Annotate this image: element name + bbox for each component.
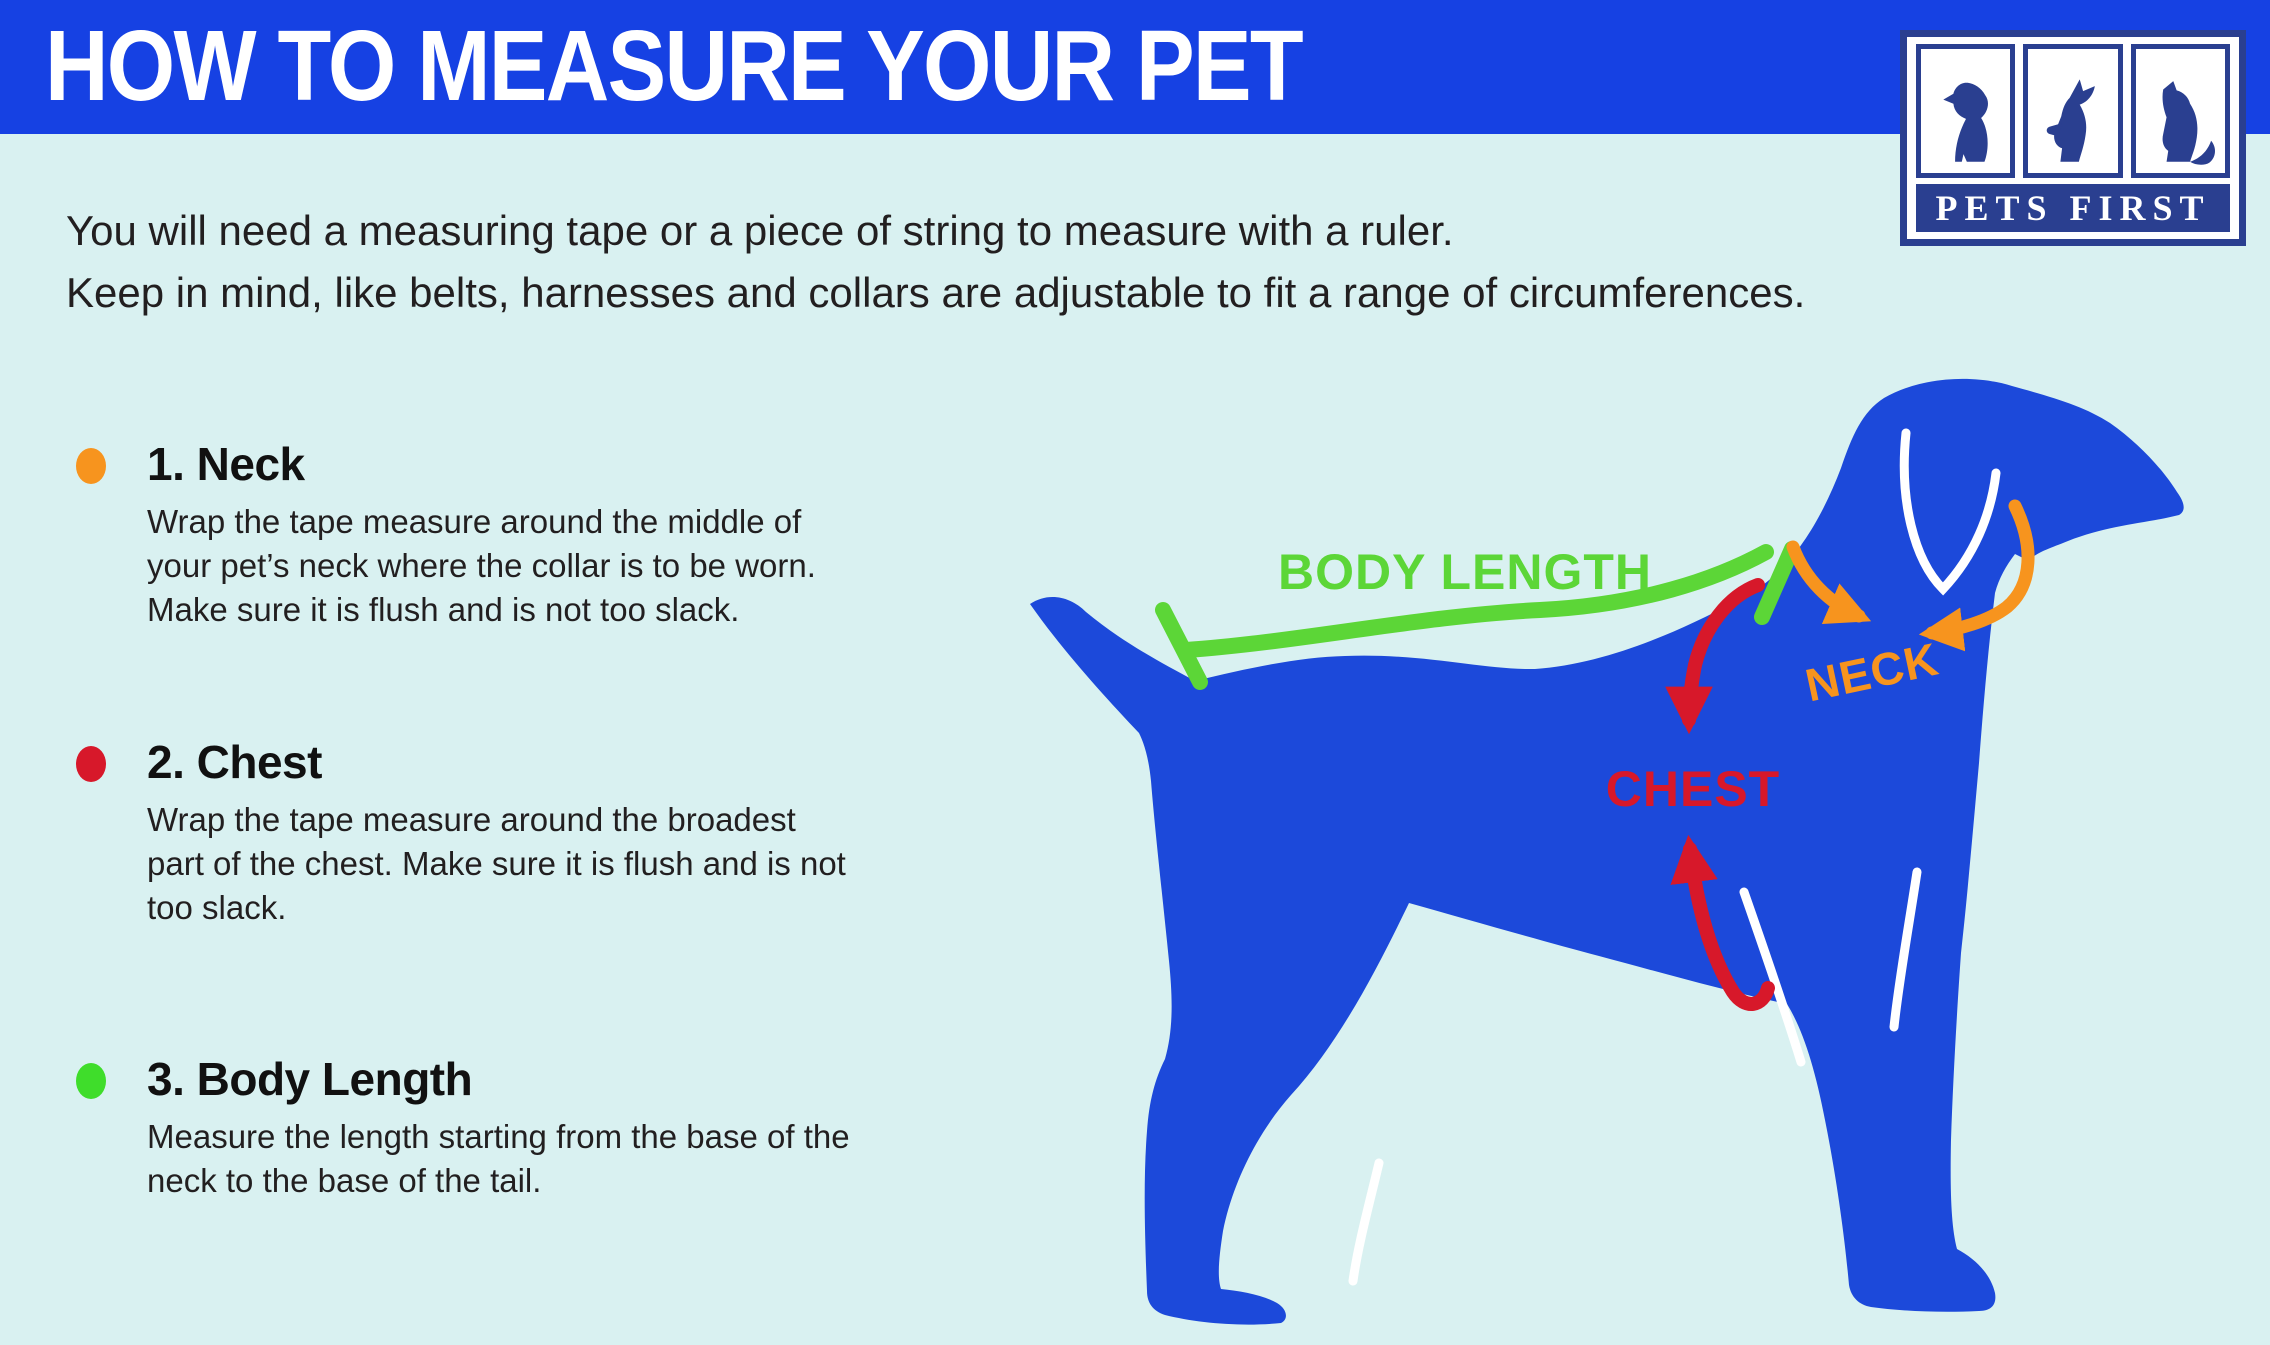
step-chest-line-3: too slack. bbox=[147, 889, 287, 926]
dog-frame-2 bbox=[2023, 44, 2122, 178]
step-neck bbox=[75, 438, 816, 632]
sitting-beagle-icon bbox=[1924, 69, 2008, 173]
step-chest-title: 2. Chest bbox=[147, 736, 322, 788]
dog-silhouette bbox=[1030, 379, 2184, 1325]
body-length-bullet-icon bbox=[75, 1063, 107, 1099]
step-neck-title: 1. Neck bbox=[147, 438, 305, 490]
intro-text bbox=[66, 200, 1805, 324]
page-title: HOW TO MEASURE YOUR PET bbox=[45, 10, 1302, 122]
dog-frame-1 bbox=[1916, 44, 2015, 178]
step-body-length bbox=[75, 1053, 850, 1203]
howling-dog-icon bbox=[2031, 69, 2115, 173]
chest-label: CHEST bbox=[1605, 761, 1781, 817]
sitting-collie-icon bbox=[2138, 69, 2222, 173]
logo-brand-text: PETS FIRST bbox=[1935, 188, 2211, 228]
step-neck-line-1: Wrap the tape measure around the middle of bbox=[147, 503, 802, 540]
dog-frame-3 bbox=[2131, 44, 2230, 178]
logo-brand-bar bbox=[1916, 184, 2230, 232]
neck-label: NECK bbox=[1800, 632, 1944, 712]
step-body-length-line-2: neck to the base of the tail. bbox=[147, 1162, 542, 1199]
step-chest-line-1: Wrap the tape measure around the broadest bbox=[147, 801, 796, 838]
intro-line-1: You will need a measuring tape or a piece of string to measure with a ruler. bbox=[66, 207, 1454, 254]
logo-dog-frames bbox=[1916, 44, 2230, 178]
step-neck-line-2: your pet’s neck where the collar is to be worn. bbox=[147, 547, 816, 584]
step-body-length-line-1: Measure the length starting from the base of the bbox=[147, 1118, 850, 1155]
chest-bullet-icon bbox=[75, 746, 107, 782]
intro-line-2: Keep in mind, like belts, harnesses and collars are adjustable to fit a range of circumferences. bbox=[66, 269, 1806, 316]
step-neck-content bbox=[147, 438, 816, 632]
step-body-length-title: 3. Body Length bbox=[147, 1053, 473, 1105]
step-chest bbox=[75, 736, 846, 930]
neck-bullet-icon bbox=[75, 448, 107, 484]
step-chest-line-2: part of the chest. Make sure it is flush and is not bbox=[147, 845, 846, 882]
pets-first-logo bbox=[1900, 30, 2246, 246]
step-chest-content bbox=[147, 736, 846, 930]
step-neck-line-3: Make sure it is flush and is not too slack. bbox=[147, 591, 740, 628]
step-body-length-content bbox=[147, 1053, 850, 1203]
hind-leg-separator-line bbox=[1353, 1163, 1379, 1281]
body-length-label: BODY LENGTH bbox=[1278, 544, 1652, 600]
